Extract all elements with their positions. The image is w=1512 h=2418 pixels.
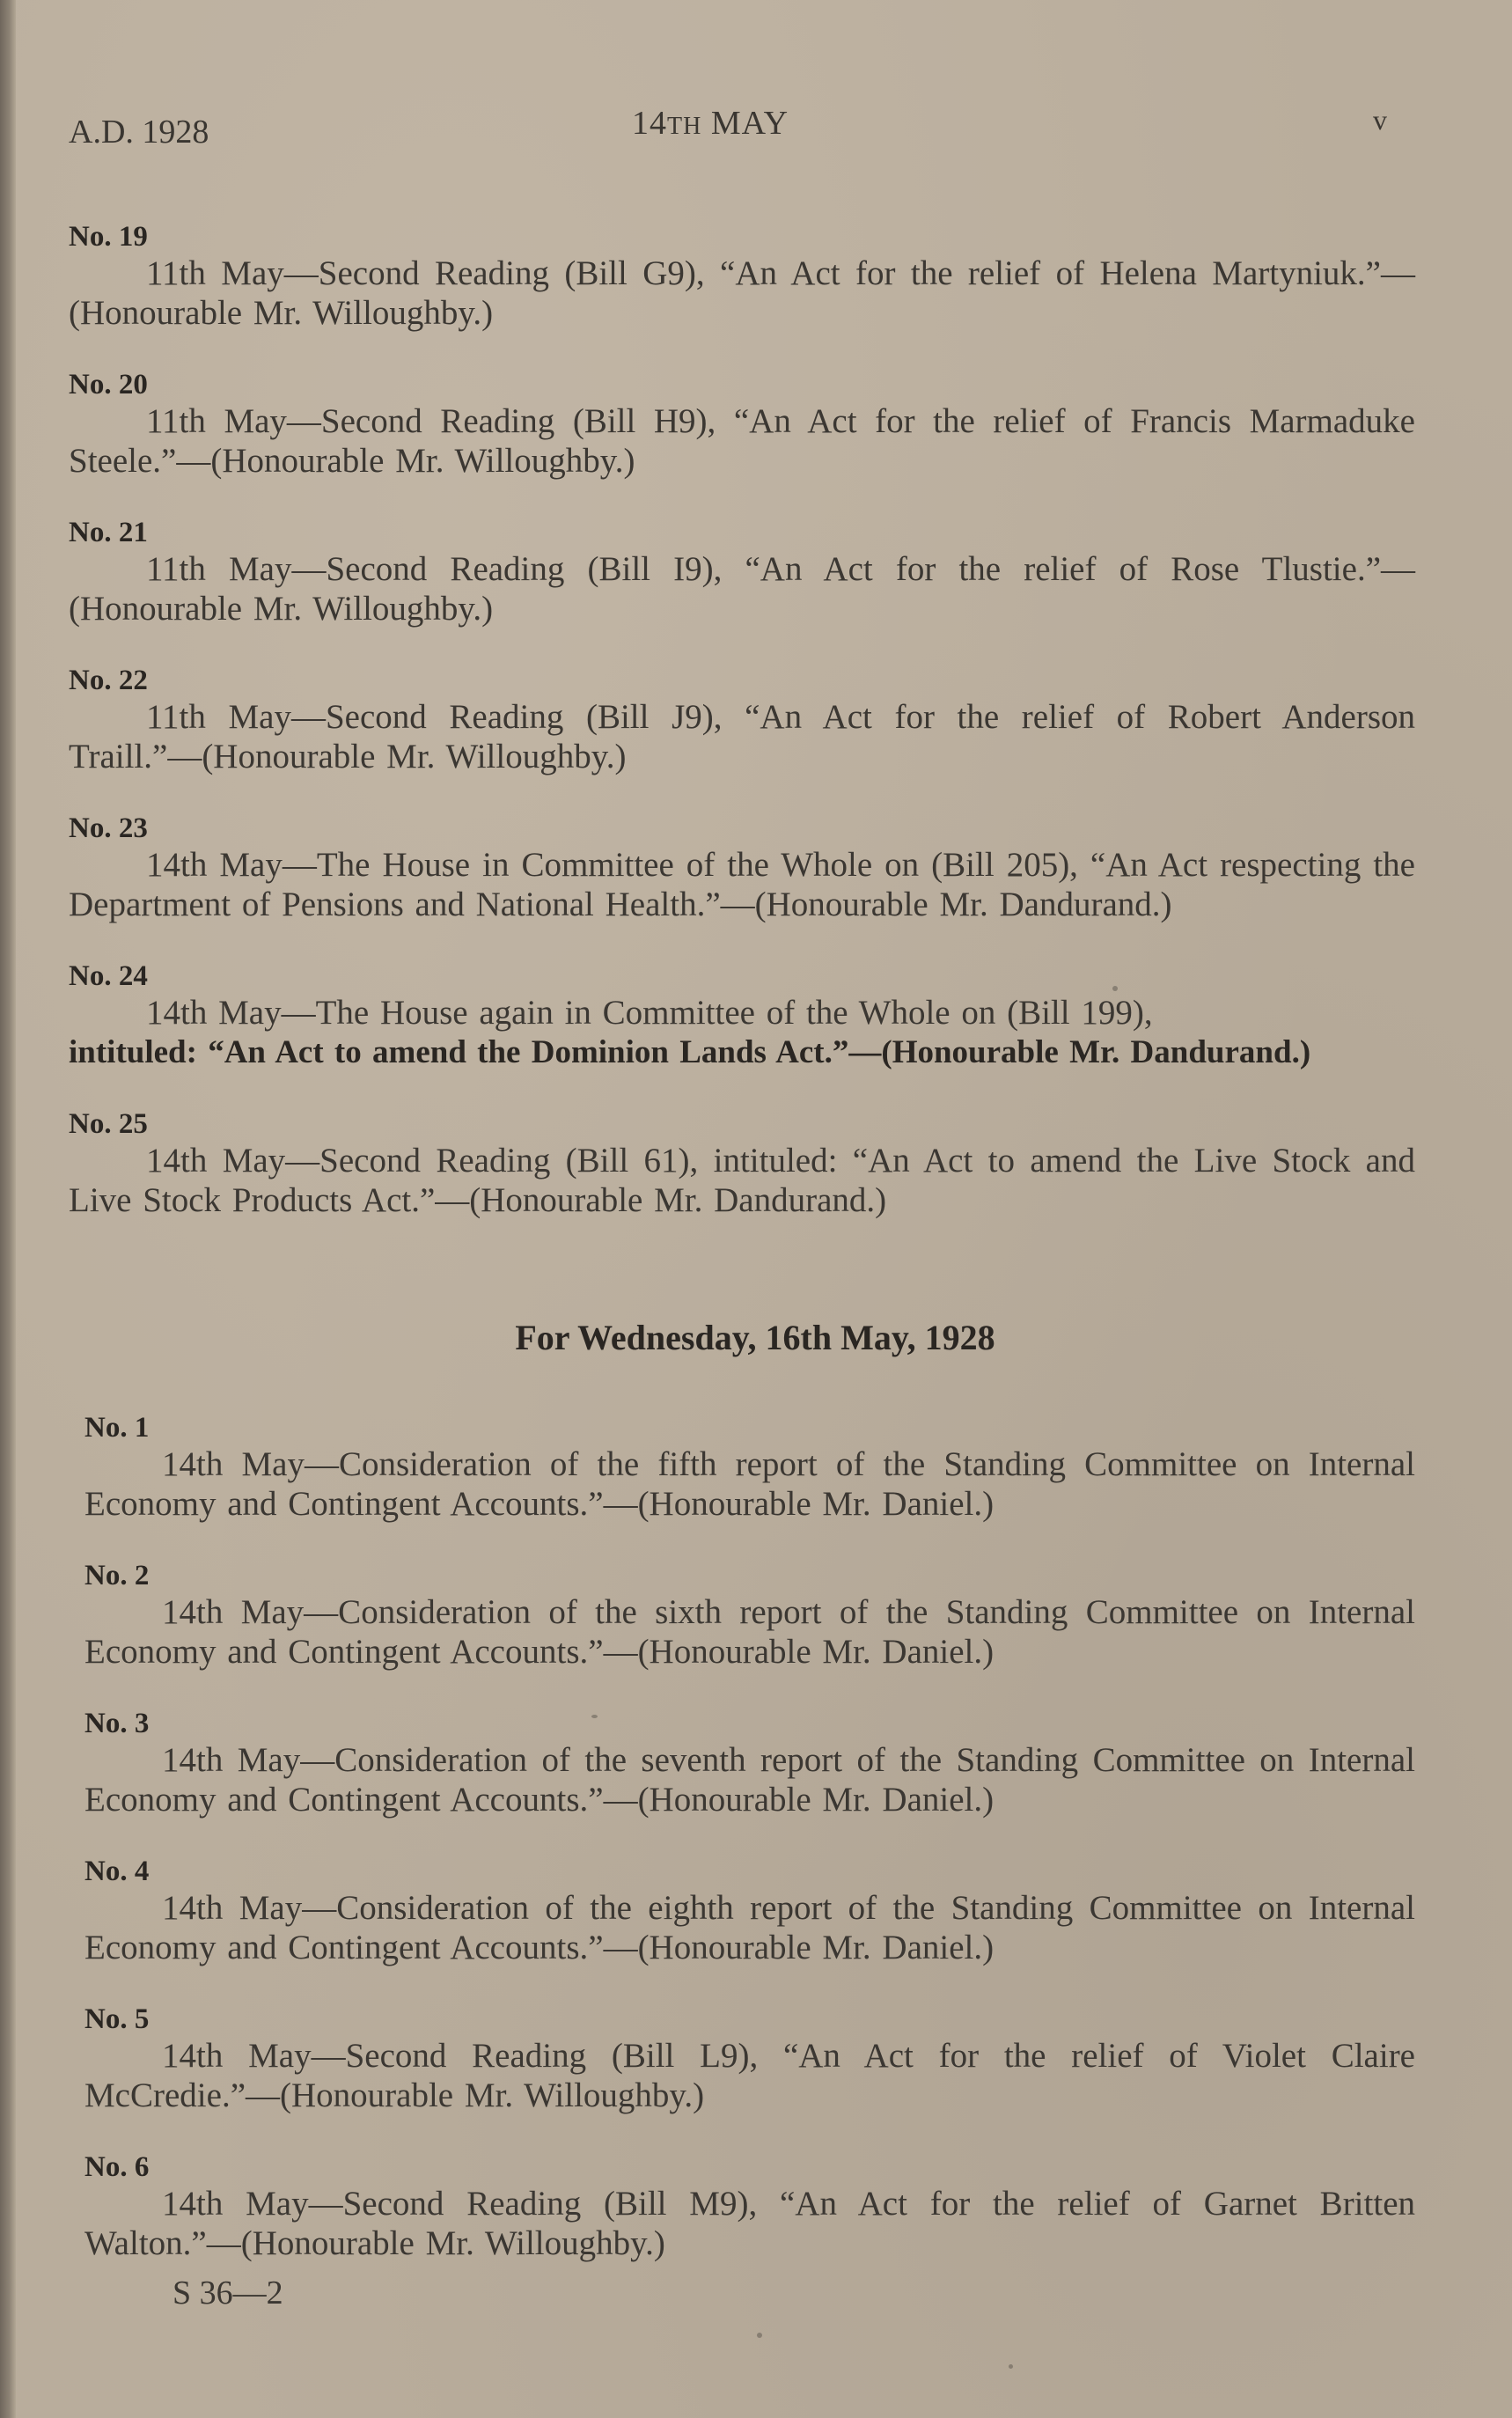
- order-text: 14th May—Second Reading (Bill 61), intituled: “An Act to amend the Live Stock and Live Stock Products Act.”—(Honourable Mr. Dandurand.): [69, 1142, 1415, 1219]
- orders-wednesday: [69, 1411, 1415, 2312]
- order-text: 11th May—Second Reading (Bill H9), “An Act for the relief of Francis Marmaduke Steele.”—(Honourable Mr. Willoughby.): [69, 402, 1415, 480]
- order-item: [69, 1707, 1415, 1819]
- order-item: [69, 2003, 1415, 2115]
- paper-speck: [1009, 2364, 1013, 2369]
- order-item: [69, 220, 1415, 333]
- order-number: No. 1: [84, 1412, 150, 1444]
- order-text: 11th May—Second Reading (Bill G9), “An Act for the relief of Helena Martyniuk.”—(Honourable Mr. Willoughby.): [69, 254, 1415, 332]
- section-heading: For Wednesday, 16th May, 1928: [515, 1318, 995, 1357]
- header-month: MAY: [710, 105, 789, 142]
- order-item: [69, 1411, 1415, 1524]
- order-number: No. 21: [69, 517, 148, 548]
- order-text: 14th May—The House in Committee of the Whole on (Bill 205), “An Act respecting the Department of Pensions and National Health.”—(Honourable Mr. Dandurand.): [69, 846, 1415, 923]
- header-year: A.D. 1928: [69, 114, 209, 151]
- order-item: [69, 664, 1415, 776]
- signature-mark: S 36—2: [172, 2275, 283, 2311]
- order-item: [69, 812, 1415, 924]
- order-number: No. 19: [69, 221, 148, 253]
- order-number: No. 3: [84, 1708, 150, 1739]
- order-text: 14th May—Consideration of the seventh report of the Standing Committee on Internal Economy and Contingent Accounts.”—(Honourable Mr. Daniel.): [84, 1741, 1415, 1819]
- header-day: 14: [632, 105, 667, 142]
- order-text: 11th May—Second Reading (Bill J9), “An Act for the relief of Robert Anderson Traill.”—(Honourable Mr. Willoughby.): [69, 698, 1415, 775]
- order-number: No. 23: [69, 812, 148, 844]
- order-number: No. 5: [84, 2003, 150, 2035]
- order-item: [69, 959, 1415, 1072]
- order-number: No. 6: [84, 2151, 150, 2183]
- order-item: [69, 2150, 1415, 2263]
- paper-speck: [757, 2333, 762, 2338]
- order-item: [69, 516, 1415, 628]
- order-number: No. 22: [69, 665, 148, 696]
- order-number: No. 25: [69, 1108, 148, 1140]
- order-item: [69, 1107, 1415, 1220]
- order-number: No. 4: [84, 1856, 150, 1887]
- order-text: 11th May—Second Reading (Bill I9), “An Act for the relief of Rose Tlustie.”—(Honourable Mr. Willoughby.): [69, 550, 1415, 628]
- page-number: v: [1373, 104, 1387, 136]
- orders-content: [69, 220, 1415, 2312]
- header-date: [632, 104, 789, 143]
- running-head: [69, 104, 1389, 157]
- order-text: 14th May—Consideration of the sixth report of the Standing Committee on Internal Economy and Contingent Accounts.”—(Honourable Mr. Daniel.): [84, 1593, 1415, 1671]
- order-number: No. 24: [69, 960, 148, 992]
- order-text: 14th May—Second Reading (Bill L9), “An Act for the relief of Violet Claire McCredie.”—(Honourable Mr. Willoughby.): [84, 2037, 1415, 2114]
- header-day-suffix: TH: [667, 113, 702, 140]
- order-text-line-1: 14th May—The House again in Committee of the Whole on (Bill 199),: [146, 994, 1153, 1032]
- paper-speck: [591, 1715, 598, 1718]
- order-item: [69, 1559, 1415, 1672]
- order-number: No. 2: [84, 1560, 150, 1591]
- paper-speck: [1112, 986, 1118, 991]
- order-text-line-2: intituled: “An Act to amend the Dominion Lands Act.”—(Honourable Mr. Dandurand.): [69, 1034, 1311, 1070]
- order-item: [69, 368, 1415, 481]
- page-binding-edge: [0, 0, 16, 2418]
- order-text: 14th May—Second Reading (Bill M9), “An Act for the relief of Garnet Britten Walton.”—(Honourable Mr. Willoughby.): [84, 2185, 1415, 2262]
- order-text: 14th May—Consideration of the fifth report of the Standing Committee on Internal Economy and Contingent Accounts.”—(Honourable Mr. Daniel.): [84, 1445, 1415, 1523]
- order-number: No. 20: [69, 369, 148, 401]
- order-item: [69, 1855, 1415, 1967]
- order-text: 14th May—Consideration of the eighth report of the Standing Committee on Internal Economy and Contingent Accounts.”—(Honourable Mr. Daniel.): [84, 1889, 1415, 1966]
